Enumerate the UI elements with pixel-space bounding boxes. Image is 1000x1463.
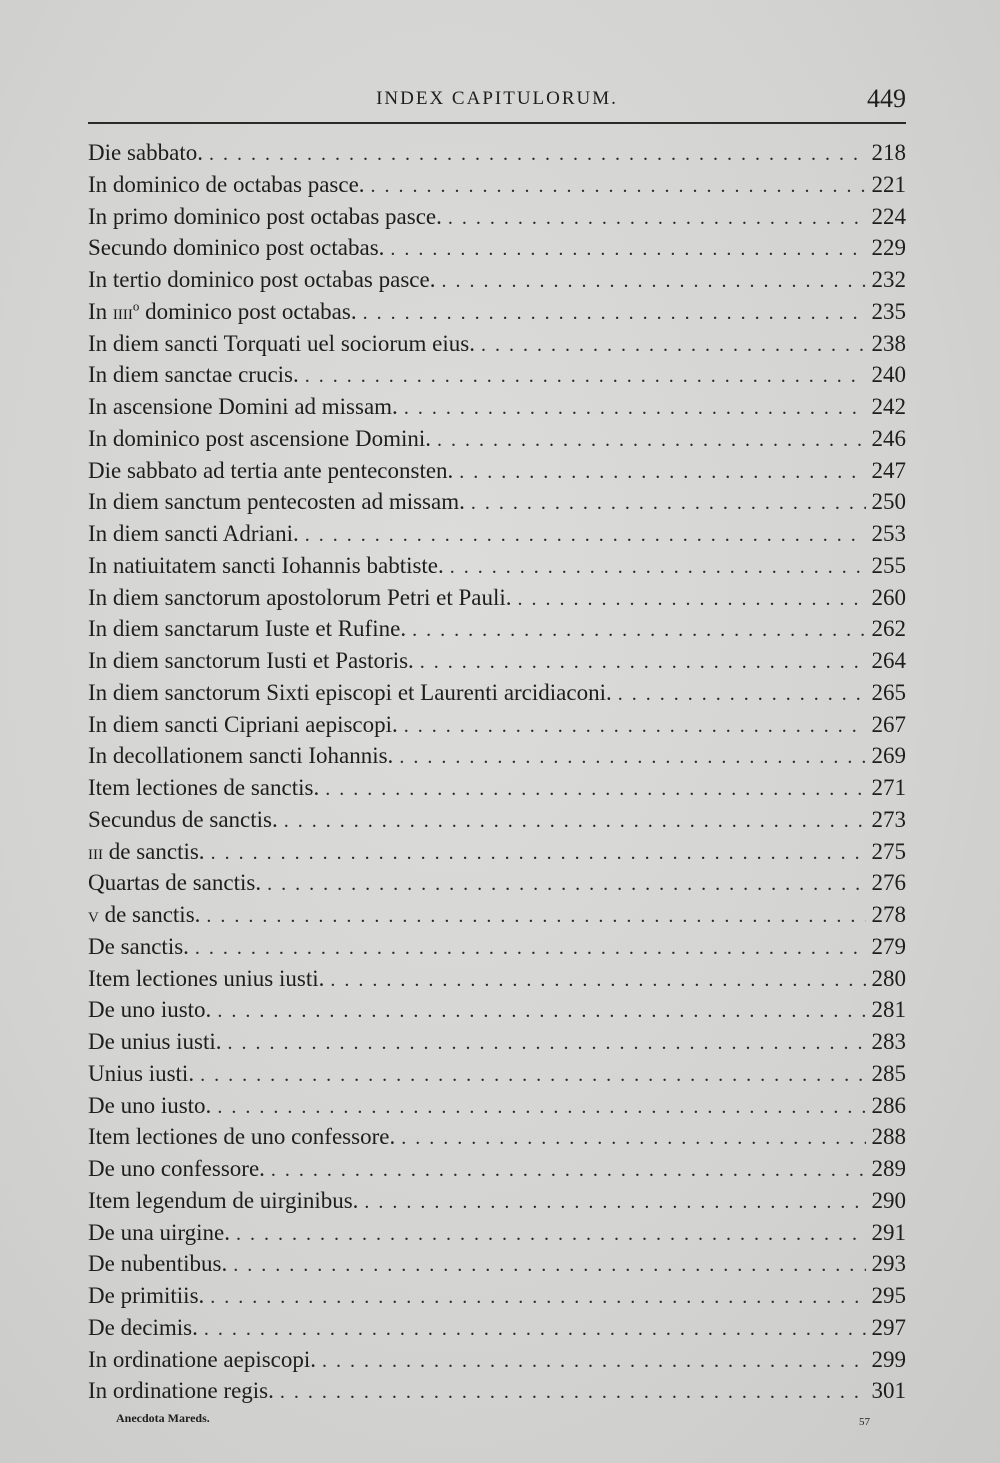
- entry-title: In ascensione Domini ad missam.: [88, 394, 398, 419]
- entry-title: Secundo dominico post octabas.: [88, 235, 385, 261]
- header-rule: [88, 122, 906, 124]
- index-entry: [88, 137, 906, 169]
- dot-leader: [459, 457, 865, 489]
- entry-page-number: 265: [871, 679, 906, 705]
- dot-leader: [211, 838, 866, 870]
- entry-title: Item lectiones de uno confessore.: [88, 1124, 396, 1150]
- index-entry: [88, 486, 906, 518]
- entry-title: In diem sancti Torquati uel sociorum eius.: [88, 330, 475, 356]
- running-title: INDEX CAPITULORUM.: [376, 88, 618, 109]
- dot-leader: [404, 711, 866, 743]
- dot-leader: [280, 1377, 866, 1409]
- entry-title: In dominico post ascensione Domini.: [88, 425, 432, 451]
- entry-page-number: 299: [871, 1346, 906, 1372]
- dot-leader: [305, 520, 866, 552]
- dot-leader: [200, 1060, 865, 1092]
- index-entry: [88, 772, 906, 804]
- entry-title: In decollationem sancti Iohannis.: [88, 743, 394, 769]
- entry-page-number: 253: [871, 521, 906, 546]
- index-entry: [88, 1090, 906, 1122]
- entry-page-number: 232: [871, 267, 906, 292]
- index-entry: [88, 582, 906, 614]
- entry-page-number: 271: [871, 775, 906, 800]
- entry-title: In diem sanctarum Iuste et Rufine.: [88, 616, 407, 642]
- dot-leader: [206, 901, 865, 933]
- index-entry: [88, 804, 906, 836]
- entry-title-suffix: de sanctis.: [98, 902, 201, 927]
- dot-leader: [330, 965, 865, 997]
- index-entry: [88, 1280, 906, 1312]
- entry-title: De decimis.: [88, 1314, 198, 1340]
- footer-signature: Anecdota Mareds.: [116, 1411, 210, 1425]
- entry-page-number: 295: [871, 1283, 906, 1308]
- index-entry: [88, 740, 906, 772]
- index-entry: [88, 328, 906, 360]
- entry-title: In primo dominico post octabas pasce.: [88, 203, 442, 229]
- dot-leader: [217, 1092, 865, 1124]
- index-entry: [88, 423, 906, 455]
- dot-leader: [233, 1250, 865, 1282]
- index-entry: [88, 201, 906, 233]
- entry-title: In diem sanctorum Iusti et Pastoris.: [88, 648, 414, 673]
- entry-title: De uno iusto.: [88, 1092, 212, 1118]
- entry-title: In dominico de octabas pasce.: [88, 171, 365, 197]
- index-entry: [88, 359, 906, 391]
- index-entry: [88, 1058, 906, 1090]
- entry-title-suffix: dominico post octabas.: [139, 298, 357, 324]
- dot-leader: [284, 806, 866, 838]
- entry-title: De primitiis.: [88, 1283, 205, 1308]
- entry-page-number: 242: [871, 394, 906, 419]
- index-entry: [88, 550, 906, 582]
- entry-page-number: 218: [871, 140, 906, 165]
- entry-page-number: 278: [871, 902, 906, 927]
- dot-leader: [210, 1282, 865, 1314]
- dot-leader: [364, 1187, 865, 1219]
- entry-title: De sanctis.: [88, 933, 189, 959]
- dot-leader: [412, 615, 865, 647]
- index-entry: [88, 899, 906, 931]
- entry-title: In diem sanctae crucis.: [88, 362, 299, 388]
- dot-leader: [390, 234, 865, 266]
- entry-page-number: 281: [871, 997, 906, 1023]
- entry-page-number: 238: [871, 330, 906, 356]
- entry-page-number: 280: [871, 965, 906, 991]
- index-entry: [88, 1248, 906, 1280]
- index-entry: [88, 1121, 906, 1153]
- entry-page-number: 260: [871, 584, 906, 610]
- entry-title: In ordinatione regis.: [88, 1378, 274, 1404]
- dot-leader: [404, 393, 866, 425]
- dot-leader: [618, 679, 866, 711]
- entry-title: De unius iusti.: [88, 1029, 222, 1054]
- index-entry: [88, 391, 906, 423]
- entry-page-number: 286: [871, 1092, 906, 1118]
- dot-leader: [228, 1028, 866, 1060]
- index-entry: [88, 264, 906, 296]
- entry-page-number: 247: [871, 457, 906, 483]
- dot-leader: [481, 330, 866, 362]
- entry-page-number: 301: [871, 1378, 906, 1404]
- entry-title-numeral: iiii: [112, 299, 133, 324]
- entry-page-number: 221: [871, 171, 906, 197]
- index-entry: [88, 963, 906, 995]
- entry-title: Die sabbato ad tertia ante penteconsten.: [88, 457, 454, 483]
- dot-leader: [518, 584, 866, 616]
- index-entry: [88, 867, 906, 899]
- entry-page-number: 283: [871, 1029, 906, 1054]
- dot-leader: [401, 1123, 865, 1155]
- index-entry: [88, 518, 906, 550]
- dot-leader: [195, 933, 866, 965]
- dot-leader: [217, 996, 865, 1028]
- entry-page-number: 224: [871, 203, 906, 229]
- footer-sheet-number: 57: [859, 1416, 870, 1428]
- dot-leader: [371, 171, 866, 203]
- entry-page-number: 297: [871, 1314, 906, 1340]
- entry-page-number: 293: [871, 1251, 906, 1277]
- index-entry: [88, 613, 906, 645]
- entry-page-number: 276: [871, 870, 906, 896]
- entry-title: De uno confessore.: [88, 1156, 265, 1181]
- index-entry: [88, 994, 906, 1026]
- dot-leader: [204, 1314, 866, 1346]
- running-head: [88, 84, 906, 116]
- entry-title: In ordinatione aepiscopi.: [88, 1346, 317, 1372]
- dot-leader: [267, 869, 865, 901]
- dot-leader: [399, 742, 865, 774]
- dot-leader: [236, 1219, 865, 1251]
- index-entry: [88, 169, 906, 201]
- dot-leader: [448, 203, 866, 235]
- entry-title: In natiuitatem sancti Iohannis babtiste.: [88, 552, 444, 578]
- page-number: 449: [867, 84, 906, 113]
- index-entry: [88, 836, 906, 868]
- index-entry: [88, 677, 906, 709]
- entry-page-number: 264: [871, 648, 906, 673]
- table-of-contents: [88, 137, 906, 1407]
- index-entry: [88, 709, 906, 741]
- index-entry: [88, 931, 906, 963]
- index-entry: [88, 1185, 906, 1217]
- entry-page-number: 246: [871, 425, 906, 451]
- entry-page-number: 285: [871, 1060, 906, 1086]
- index-entry: [88, 645, 906, 677]
- dot-leader: [420, 647, 866, 679]
- entry-page-number: 269: [871, 743, 906, 769]
- entry-page-number: 275: [871, 838, 906, 864]
- entry-page-number: 279: [871, 933, 906, 959]
- index-entry: [88, 455, 906, 487]
- index-entry: [88, 232, 906, 264]
- entry-title: In diem sanctorum apostolorum Petri et Pauli.: [88, 584, 512, 610]
- entry-title: [88, 296, 363, 329]
- dot-leader: [209, 139, 866, 171]
- entry-page-number: 267: [871, 711, 906, 737]
- entry-title: Item lectiones unius iusti.: [88, 965, 325, 991]
- index-entry: [88, 1026, 906, 1058]
- entry-title: In diem sanctorum Sixti episcopi et Laurenti arcidiaconi.: [88, 679, 612, 705]
- entry-title: Unius iusti.: [88, 1060, 195, 1086]
- entry-title: Secundus de sanctis.: [88, 806, 278, 832]
- entry-title: De nubentibus.: [88, 1251, 228, 1277]
- dot-leader: [437, 425, 865, 457]
- entry-title: In diem sancti Cipriani aepiscopi.: [88, 711, 398, 737]
- entry-page-number: 288: [871, 1124, 906, 1150]
- entry-title: Item legendum de uirginibus.: [88, 1187, 359, 1213]
- index-entry: [88, 1312, 906, 1344]
- entry-title-numeral: iii: [88, 839, 103, 864]
- entry-title: Item lectiones de sanctis.: [88, 775, 320, 800]
- entry-title: De uno iusto.: [88, 997, 212, 1023]
- entry-page-number: 240: [871, 362, 906, 388]
- entry-title: In diem sanctum pentecosten ad missam.: [88, 489, 465, 515]
- entry-title: [88, 836, 211, 869]
- entry-title: In tertio dominico post octabas pasce.: [88, 267, 436, 292]
- entry-title: Die sabbato.: [88, 140, 203, 165]
- index-entry: [88, 1217, 906, 1249]
- entry-page-number: 255: [871, 552, 906, 578]
- index-entry: [88, 296, 906, 328]
- dot-leader: [471, 488, 866, 520]
- entry-title: [88, 899, 206, 932]
- entry-page-number: 273: [871, 806, 906, 832]
- index-entry: [88, 1153, 906, 1185]
- entry-title-prefix: In: [88, 298, 113, 324]
- entry-title: In diem sancti Adriani.: [88, 521, 299, 546]
- entry-page-number: 290: [871, 1187, 906, 1213]
- entry-title: Quartas de sanctis.: [88, 870, 262, 896]
- entry-page-number: 291: [871, 1219, 906, 1245]
- index-entry: [88, 1344, 906, 1376]
- dot-leader: [271, 1155, 866, 1187]
- dot-leader: [322, 1346, 865, 1378]
- dot-leader: [450, 552, 866, 584]
- entry-page-number: 229: [871, 235, 906, 261]
- entry-page-number: 235: [871, 298, 906, 324]
- dot-leader: [441, 266, 865, 298]
- entry-title-superscript: o: [132, 298, 140, 314]
- entry-page-number: 289: [871, 1156, 906, 1181]
- entry-title-numeral: v: [88, 903, 99, 927]
- entry-page-number: 250: [871, 489, 906, 515]
- entry-page-number: 262: [871, 616, 906, 642]
- dot-leader: [305, 361, 866, 393]
- dot-leader: [325, 774, 865, 806]
- entry-title-suffix: de sanctis.: [103, 838, 205, 864]
- entry-title: De una uirgine.: [88, 1219, 231, 1245]
- index-entry: [88, 1375, 906, 1407]
- dot-leader: [363, 298, 866, 330]
